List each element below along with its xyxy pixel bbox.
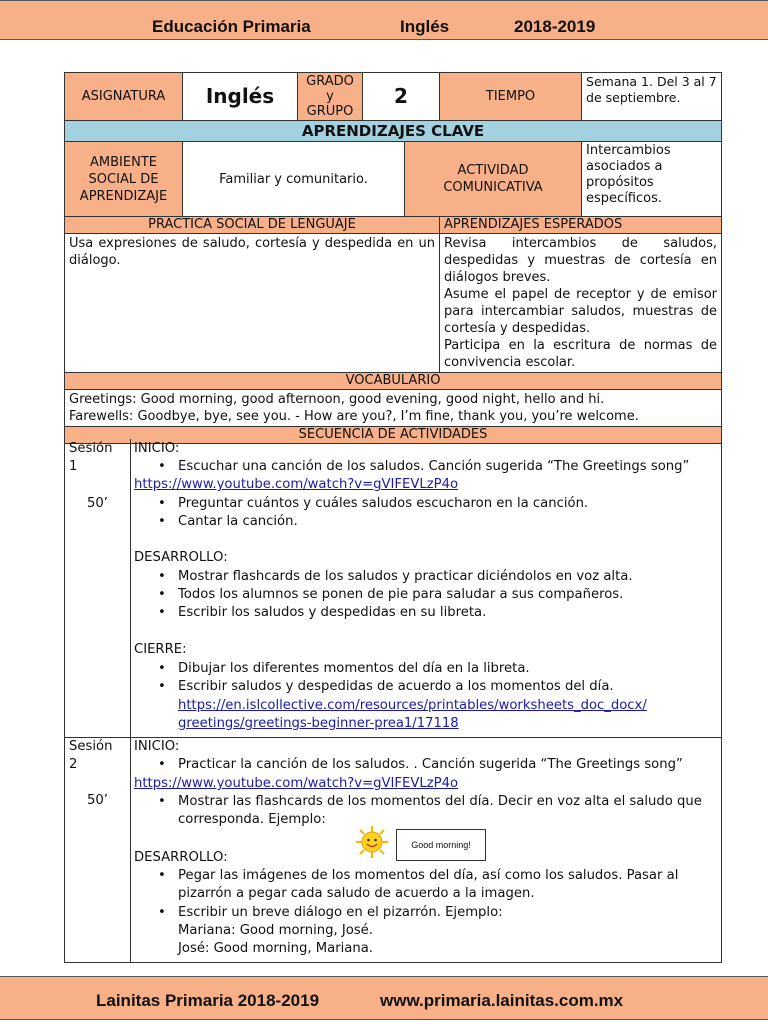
activity-item: • Practicar la canción de los saludos. . Canción sugerida “The Greetings song”: [178, 756, 683, 774]
activity-item-cont: pizarrón a pegar cada saludo de acuerdo a la imagen.: [178, 886, 535, 901]
activity-item: • Dibujar los diferentes momentos del día en la libreta.: [178, 660, 530, 678]
sun-icon: [355, 825, 389, 859]
esperado-item: Participa en la escritura de normas de convivencia escolar.: [444, 338, 718, 370]
ambiente-label: AMBIENTE SOCIAL DE APRENDIZAJE: [65, 142, 183, 217]
vocab-farewells: Farewells: Goodbye, bye, see you. - How are you?, I’m fine, thank you, you’re welcome.: [69, 409, 639, 424]
activity-item: • Escribir un breve diálogo en el pizarrón. Ejemplo:: [178, 904, 503, 922]
asignatura-value: Inglés: [183, 73, 298, 121]
esperados-label: APRENDIZAJES ESPERADOS: [440, 217, 722, 234]
sesion-number: 1: [69, 459, 78, 474]
sesion-label: Sesión: [69, 441, 113, 456]
asignatura-label: ASIGNATURA: [65, 73, 183, 121]
actividad-label: ACTIVIDAD COMUNICATIVA: [405, 142, 582, 217]
inicio-heading: INICIO:: [134, 441, 180, 456]
dialog-line: José: Good morning, Mariana.: [178, 941, 373, 956]
activity-item: • Escribir los saludos y despedidas en su libreta.: [178, 604, 486, 622]
sesion-number: 2: [69, 757, 78, 772]
esperado-item: Asume el papel de receptor y de emisor para intercambiar saludos, muestras de cortesía y despedidas.: [444, 287, 718, 336]
activity-item: • Cantar la canción.: [178, 513, 298, 531]
ambiente-value: Familiar y comunitario.: [183, 142, 405, 217]
activity-item-cont: corresponda. Ejemplo:: [178, 812, 326, 827]
esperados-list: [440, 234, 722, 373]
secuencia-title: SECUENCIA DE ACTIVIDADES: [65, 427, 722, 444]
activity-item: • Escuchar una canción de los saludos. Canción sugerida “The Greetings song”: [178, 458, 689, 476]
activity-item: • Todos los alumnos se ponen de pie para saludar a sus compañeros.: [178, 586, 623, 604]
sesion-label: Sesión: [69, 739, 113, 754]
aprendizajes-clave-title: APRENDIZAJES CLAVE: [65, 121, 722, 142]
dialog-line: Mariana: Good morning, José.: [178, 923, 373, 938]
vocabulario-title: VOCABULARIO: [65, 373, 722, 390]
page-header: [0, 0, 768, 40]
inicio-heading: INICIO:: [134, 739, 180, 754]
footer-left: Lainitas Primaria 2018-2019: [96, 991, 320, 1010]
grado-value: 2: [363, 73, 440, 121]
tiempo-value: Semana 1. Del 3 al 7 de septiembre.: [582, 73, 722, 121]
grado-label: GRADO y GRUPO: [298, 73, 363, 121]
actividad-value: Intercambios asociados a propósitos específicos.: [582, 142, 722, 217]
sesion-time: 50’: [87, 793, 108, 808]
youtube-link[interactable]: https://www.youtube.com/watch?v=gVIFEVLzP4o: [134, 776, 459, 791]
desarrollo-heading: DESARROLLO:: [134, 850, 228, 865]
activity-item: • Preguntar cuántos y cuáles saludos escucharon en la canción.: [178, 495, 588, 513]
vocabulario-content: [65, 390, 722, 427]
practica-value: Usa expresiones de saludo, cortesía y despedida en un diálogo.: [65, 234, 440, 373]
islcollective-link[interactable]: https://en.islcollective.com/resources/printables/worksheets_doc_docx/: [178, 698, 647, 713]
tiempo-label: TIEMPO: [440, 73, 582, 121]
cierre-heading: CIERRE:: [134, 642, 187, 657]
page-footer: [0, 976, 768, 1020]
footer-website: www.primaria.lainitas.com.mx: [380, 991, 624, 1010]
practica-label: PRACTICA SOCIAL DE LENGUAJE: [65, 217, 440, 234]
activity-item: • Escribir saludos y despedidas de acuerdo a los momentos del día.: [178, 678, 614, 696]
esperado-item: Revisa intercambios de saludos, despedidas y muestras de cortesía en diálogos breves.: [444, 236, 718, 285]
activity-item: • Mostrar flashcards de los saludos y practicar diciéndolos en voz alta.: [178, 568, 633, 586]
header-school: Educación Primaria: [152, 17, 311, 36]
activity-item: • Mostrar las flashcards de los momentos del día. Decir en voz alta el saludo que: [178, 793, 702, 811]
plan-table: [64, 72, 722, 444]
secuencia-actividades: [64, 439, 722, 963]
desarrollo-heading: DESARROLLO:: [134, 550, 228, 565]
sesion-time: 50’: [87, 496, 108, 511]
header-year: 2018-2019: [514, 17, 596, 36]
activity-item: • Pegar las imágenes de los momentos del día, así como los saludos. Pasar al: [178, 867, 678, 885]
greeting-card: Good morning!: [396, 829, 486, 861]
vocab-greetings: Greetings: Good morning, good afternoon, good evening, good night, hello and hi.: [69, 392, 605, 407]
header-subject: Inglés: [400, 17, 450, 36]
youtube-link[interactable]: https://www.youtube.com/watch?v=gVIFEVLzP4o: [134, 477, 459, 492]
islcollective-link-cont[interactable]: greetings/greetings-beginner-prea1/17118: [178, 716, 459, 731]
